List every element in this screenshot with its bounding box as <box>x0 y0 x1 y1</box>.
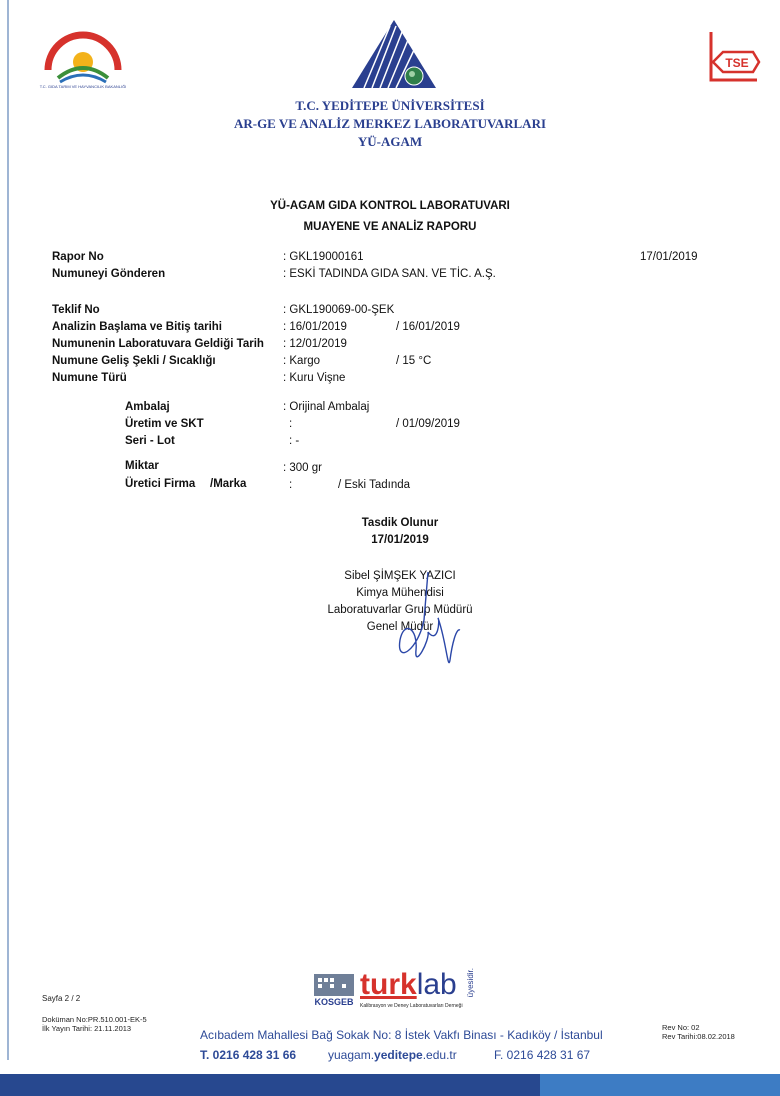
signer-title-1: Kimya Mühendisi <box>356 587 444 599</box>
turklab-uyesidir: üyesidir. <box>466 968 475 998</box>
seri-value: : - <box>289 435 300 447</box>
miktar-value: : 300 gr <box>283 462 322 474</box>
kosgeb-logo <box>312 972 356 1008</box>
signer-title-3: Genel Müdür <box>366 621 434 633</box>
kosgeb-text: KOSGEB <box>314 997 354 1007</box>
handwritten-signature <box>388 570 468 675</box>
geldigi-label: Numunenin Laboratuvara Geldiği Tarih <box>52 338 264 350</box>
first-publication-date: İlk Yayın Tarihi: 21.11.2013 <box>42 1024 132 1033</box>
document-no: Doküman No:PR.510.001-EK-5 <box>42 1015 147 1024</box>
footer-band-accent <box>540 1074 780 1096</box>
website-brand: yeditepe <box>374 1048 423 1062</box>
uretim-start: : <box>289 418 293 430</box>
uretim-label: Üretim ve SKT <box>125 418 204 430</box>
turklab-turk: turk <box>360 968 417 1001</box>
turklab-subtitle: Kalibrasyon ve Deney Laboratuvarları Derneği <box>360 1003 463 1009</box>
footer-website[interactable] <box>328 1048 457 1062</box>
left-margin-rule <box>7 0 9 1060</box>
tse-logo <box>703 30 761 92</box>
gelis-end: / 15 °C <box>396 355 432 367</box>
report-title: MUAYENE VE ANALİZ RAPORU <box>303 221 477 233</box>
analiz-end: / 16/01/2019 <box>396 321 460 333</box>
footer-phone: T. 0216 428 31 66 <box>200 1048 297 1062</box>
tasdik-date: 17/01/2019 <box>371 534 429 546</box>
rapor-no-label: Rapor No <box>52 251 104 263</box>
revision-no: Rev No: 02 <box>662 1023 700 1032</box>
turu-value: : Kuru Vişne <box>283 372 346 384</box>
gonderen-value: : ESKİ TADINDA GIDA SAN. VE TİC. A.Ş. <box>283 268 496 280</box>
gelis-start: : Kargo <box>283 355 321 367</box>
page-number: Sayfa 2 / 2 <box>42 994 81 1003</box>
uretici-start: : <box>289 479 293 491</box>
university-name: T.C. YEDİTEPE ÜNİVERSİTESİ <box>295 98 485 113</box>
uretici-end: / Eski Tadında <box>338 479 411 491</box>
report-date: 17/01/2019 <box>640 251 698 263</box>
signer-title-2: Laboratuvarlar Grup Müdürü <box>327 604 473 616</box>
lab-title: YÜ-AGAM GIDA KONTROL LABORATUVARI <box>270 200 510 212</box>
website-suffix: .edu.tr <box>422 1048 457 1062</box>
analiz-label: Analizin Başlama ve Bitiş tarihi <box>52 321 223 333</box>
uretim-end: / 01/09/2019 <box>396 418 460 430</box>
lab-abbrev: YÜ-AGAM <box>357 134 423 149</box>
approval-block <box>270 515 530 549</box>
revision-date: Rev Tarihi:08.02.2018 <box>662 1032 735 1041</box>
marka-label: /Marka <box>210 478 247 490</box>
ministry-logo-text: T.C. GIDA TARIM VE HAYVANCILIK BAKANLIĞI <box>39 84 127 89</box>
turklab-lab: lab <box>416 968 457 1001</box>
tasdik-text: Tasdik Olunur <box>361 517 439 529</box>
geldigi-value: : 12/01/2019 <box>283 338 347 350</box>
ambalaj-label: Ambalaj <box>125 401 170 413</box>
signer-name: Sibel ŞİMŞEK YAZICI <box>344 570 456 582</box>
yeditepe-logo <box>350 18 438 94</box>
gelis-label: Numune Geliş Şekli / Sıcaklığı <box>52 355 216 367</box>
analiz-start: : 16/01/2019 <box>283 321 347 333</box>
gonderen-label: Numuneyi Gönderen <box>52 268 166 280</box>
uretici-label: Üretici Firma <box>125 478 196 490</box>
teklif-value: : GKL190069-00-ŞEK <box>283 304 395 316</box>
report-title-block <box>0 196 780 238</box>
lab-name: AR-GE VE ANALİZ MERKEZ LABORATUVARLARI <box>233 116 547 131</box>
ambalaj-value: : Orijinal Ambalaj <box>283 401 370 413</box>
tse-logo-text: TSE <box>725 56 749 70</box>
footer-address: Acıbadem Mahallesi Bağ Sokak No: 8 İstek Vakfı Binası - Kadıköy / İstanbul <box>200 1028 603 1042</box>
ministry-logo <box>38 20 128 100</box>
university-header <box>0 97 780 151</box>
turklab-logo <box>360 968 457 1002</box>
rapor-no-value: : GKL19000161 <box>283 251 364 263</box>
teklif-label: Teklif No <box>52 304 100 316</box>
seri-label: Seri - Lot <box>125 435 175 447</box>
miktar-label: Miktar <box>125 460 159 472</box>
footer-fax: F. 0216 428 31 67 <box>494 1048 591 1062</box>
turu-label: Numune Türü <box>52 372 127 384</box>
website-prefix: yuagam. <box>328 1048 375 1062</box>
